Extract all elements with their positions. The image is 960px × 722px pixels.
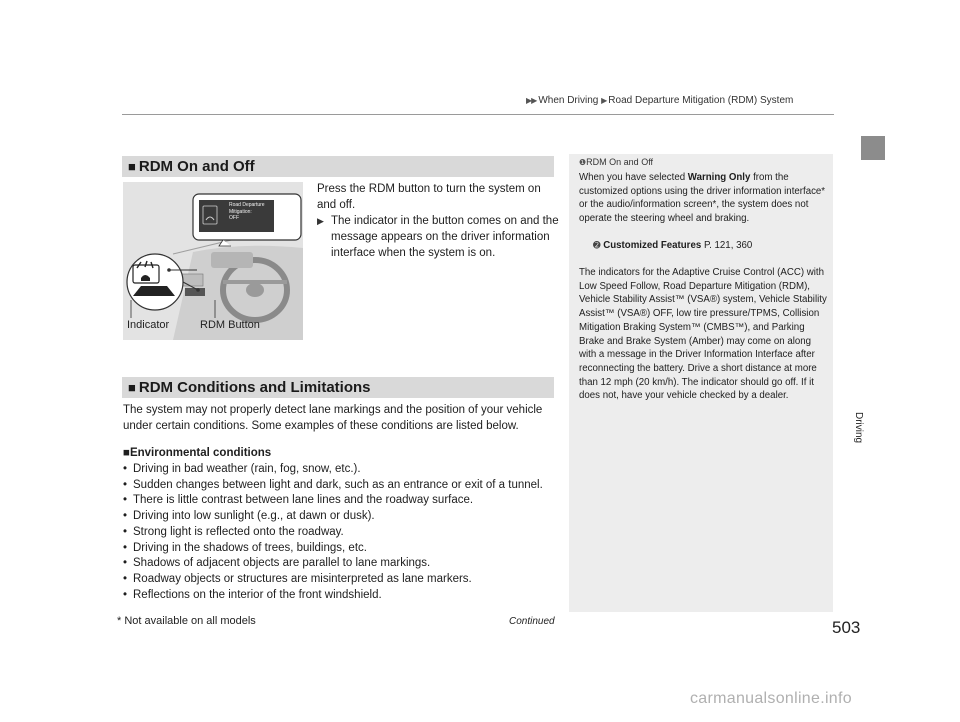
display-line: OFF <box>229 215 239 221</box>
list-item: • Roadway objects or structures are misinterpreted as lane markers. <box>123 572 563 588</box>
square-bullet-icon: ■ <box>128 159 136 174</box>
footnote: * Not available on all models <box>117 615 256 627</box>
environmental-conditions-heading: ■Environmental conditions <box>123 447 272 459</box>
arrow-icon: ▶ <box>317 216 324 226</box>
reference-arrow-icon: ➋ <box>593 240 601 250</box>
list-item: • Strong light is reflected onto the roadway. <box>123 525 563 541</box>
double-arrow-icon: ▶▶ <box>526 96 537 105</box>
list-item: • Sudden changes between light and dark, such as an entrance or exit of a tunnel. <box>123 478 563 494</box>
breadcrumb <box>526 95 793 106</box>
chapter-tab[interactable] <box>861 136 885 160</box>
conditions-list <box>123 462 563 603</box>
breadcrumb-item[interactable]: When Driving <box>538 95 599 106</box>
page-number: 503 <box>832 618 861 637</box>
side-note-paragraph-1 <box>579 171 829 226</box>
chapter-label: Driving <box>853 412 864 444</box>
arrow-icon: ▶ <box>601 96 607 105</box>
continued-marker: Continued <box>509 616 555 627</box>
list-item: • Driving into low sunlight (e.g., at dawn or dusk). <box>123 509 563 525</box>
side-note-title-text: RDM On and Off <box>586 157 654 167</box>
list-item: • There is little contrast between lane lines and the roadway surface. <box>123 493 563 509</box>
section-heading-rdm-on-off <box>122 156 554 177</box>
section-title: RDM Conditions and Limitations <box>138 379 371 396</box>
reference-pages[interactable]: P. 121, 360 <box>703 240 753 251</box>
section-title: RDM On and Off <box>138 158 255 175</box>
side-note-title <box>579 157 653 167</box>
rdm-indicator-note <box>317 213 562 261</box>
header-divider <box>122 114 834 115</box>
note-text: The indicator in the button comes on and the message appears on the driver information interface when the system is on. <box>331 215 559 259</box>
conditions-intro-text: The system may not properly detect lane markings and the position of your vehicle under certain conditions. Some examples of these conditions are listed below. <box>123 404 543 432</box>
side-note-paragraph-2: The indicators for the Adaptive Cruise Control (ACC) with Low Speed Follow, Road Departure Mitigation (RDM), Vehicle Stability Assist™ (VSA®) system, Vehicle Stability Assist™ (VSA®) OFF, low tire pressure/TPMS, Collision Mitigation Braking System™ (CMBS™), and Parking Brake and Brake System (Amber) may come on along with a message in the Driver Information Interface after reconnecting the battery. Drive a short distance at more than 12 mph (20 km/h). The indicator should go off. If it does not, have your vehicle checked by a dealer. <box>579 267 827 402</box>
section-heading-rdm-conditions <box>122 377 554 398</box>
dashboard-illustration <box>123 182 303 340</box>
rdm-button-label: RDM Button <box>200 319 260 331</box>
list-item: • Shadows of adjacent objects are parallel to lane markings. <box>123 556 563 572</box>
indicator-label: Indicator <box>127 319 170 331</box>
cross-reference[interactable] <box>579 239 829 253</box>
display-line: Mitigation: <box>229 208 252 215</box>
watermark: carmanualsonline.info <box>690 690 852 707</box>
dashboard-drawing <box>123 182 303 340</box>
note-text: from the customized options using the driver information interface* or the audio/information screen*, the system does not operate the steering wheel and braking. <box>579 172 826 225</box>
warning-only-term: Warning Only <box>687 172 751 183</box>
note-text: When you have selected <box>579 172 688 183</box>
reference-title[interactable]: Customized Features <box>603 240 702 251</box>
square-bullet-icon: ■ <box>128 380 136 395</box>
rdm-intro-text: Press the RDM button to turn the system on and off. <box>317 183 541 211</box>
display-line: Road Departure <box>229 202 265 208</box>
display-message <box>229 202 265 222</box>
list-item: • Driving in bad weather (rain, fog, snow, etc.). <box>123 462 563 478</box>
list-item: • Reflections on the interior of the front windshield. <box>123 588 563 604</box>
note-marker-icon: ❶ <box>579 158 587 167</box>
list-item: • Driving in the shadows of trees, buildings, etc. <box>123 541 563 557</box>
breadcrumb-item[interactable]: Road Departure Mitigation (RDM) System <box>608 95 794 106</box>
subheading-text: Environmental conditions <box>129 447 272 459</box>
